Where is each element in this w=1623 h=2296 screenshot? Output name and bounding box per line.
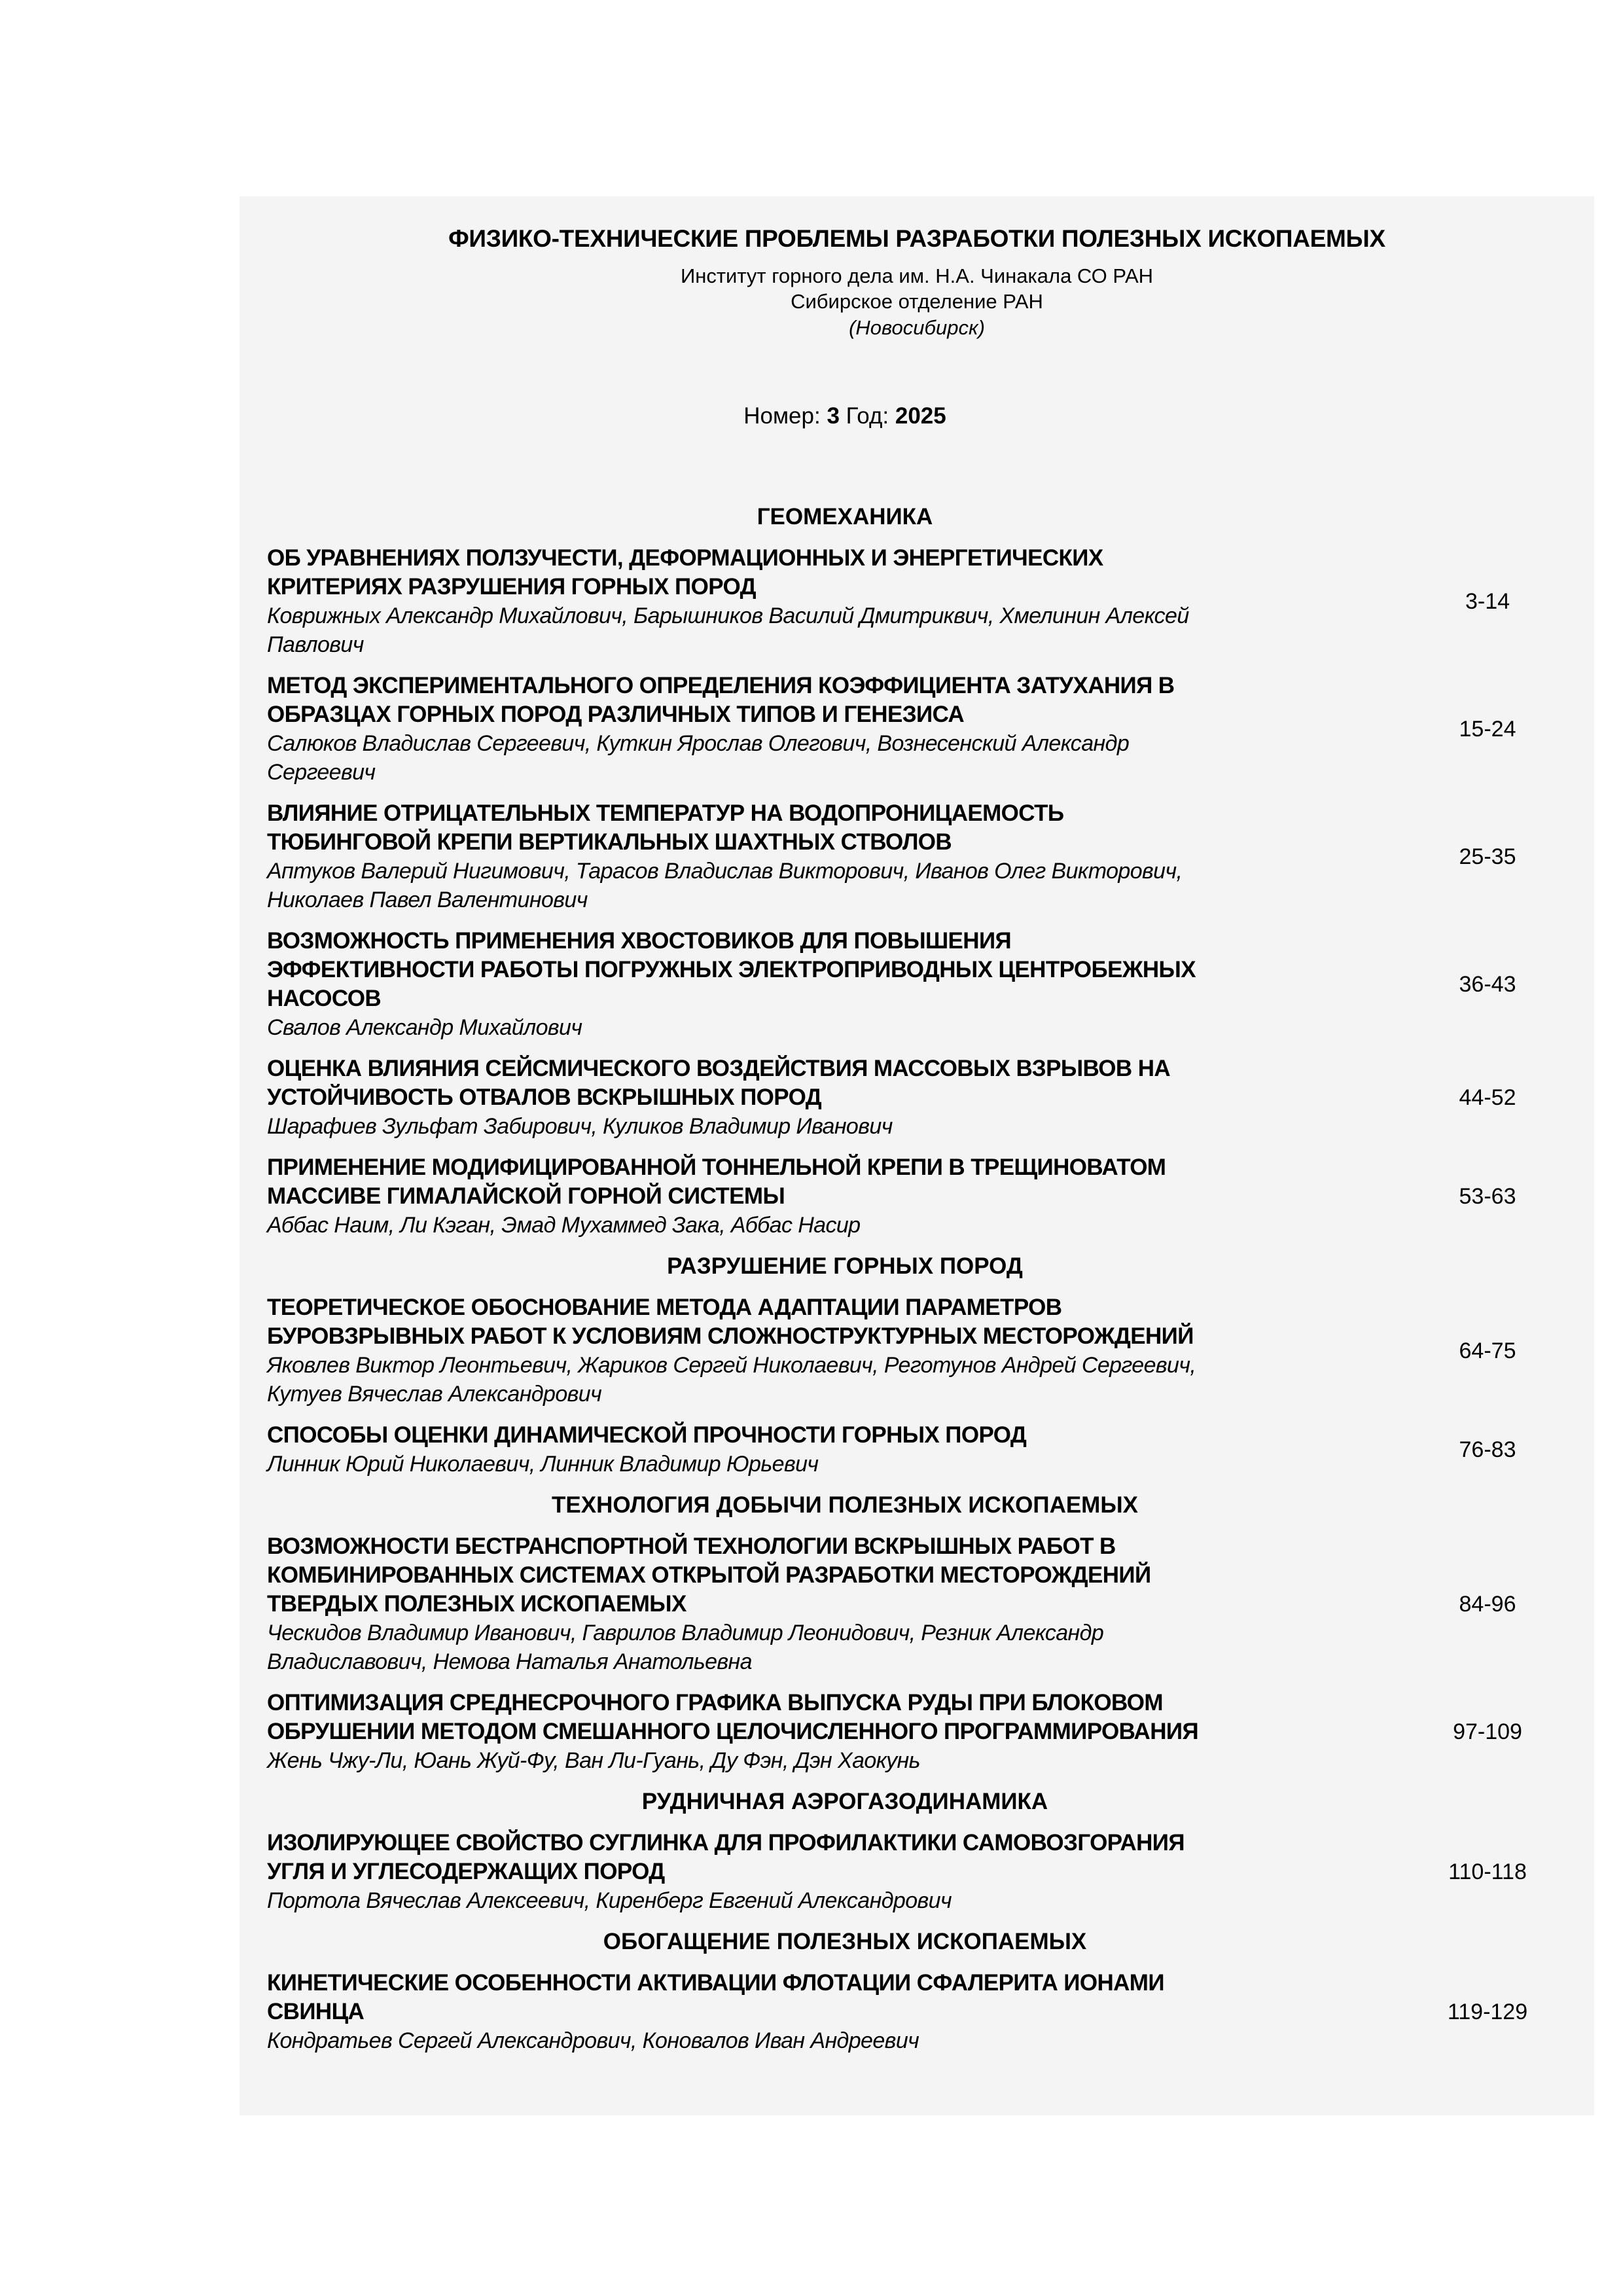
issue-number-label: Номер: bbox=[743, 403, 821, 429]
article-authors: Свалов Александр Михайлович bbox=[267, 1015, 582, 1040]
contents-panel bbox=[240, 196, 1594, 2115]
table-of-contents bbox=[267, 503, 1582, 2055]
article-entry[interactable] bbox=[267, 1829, 1582, 1915]
article-title[interactable]: УСТОЙЧИВОСТЬ ОТВАЛОВ ВСКРЫШНЫХ ПОРОД bbox=[267, 1085, 822, 1110]
article-title[interactable]: ПРИМЕНЕНИЕ МОДИФИЦИРОВАННОЙ ТОННЕЛЬНОЙ КРЕПИ В ТРЕЩИНОВАТОМ bbox=[267, 1155, 1166, 1180]
article-pages: 97-109 bbox=[1453, 1719, 1522, 1744]
article-pages: 36-43 bbox=[1459, 971, 1516, 997]
branch-name: Сибирское отделение РАН bbox=[791, 290, 1043, 313]
article-text bbox=[267, 1054, 1366, 1141]
article-title[interactable]: ОБРУШЕНИИ МЕТОДОМ СМЕШАННОГО ЦЕЛОЧИСЛЕННОГО ПРОГРАММИРОВАНИЯ bbox=[267, 1719, 1199, 1744]
article-title[interactable]: ОБРАЗЦАХ ГОРНЫХ ПОРОД РАЗЛИЧНЫХ ТИПОВ И ГЕНЕЗИСА bbox=[267, 702, 965, 727]
article-title[interactable]: МЕТОД ЭКСПЕРИМЕНТАЛЬНОГО ОПРЕДЕЛЕНИЯ КОЭФФИЦИЕНТА ЗАТУХАНИЯ В bbox=[267, 673, 1175, 698]
article-title[interactable]: ОБ УРАВНЕНИЯХ ПОЛЗУЧЕСТИ, ДЕФОРМАЦИОННЫХ И ЭНЕРГЕТИЧЕСКИХ bbox=[267, 545, 1103, 571]
article-title[interactable]: БУРОВЗРЫВНЫХ РАБОТ К УСЛОВИЯМ СЛОЖНОСТРУКТУРНЫХ МЕСТОРОЖДЕНИЙ bbox=[267, 1323, 1194, 1349]
issue-info bbox=[240, 403, 1450, 429]
article-authors: Линник Юрий Николаевич, Линник Владимир Юрьевич bbox=[267, 1452, 819, 1477]
article-pages: 110-118 bbox=[1448, 1859, 1527, 1884]
article-text bbox=[267, 1421, 1366, 1479]
journal-title: ФИЗИКО-ТЕХНИЧЕСКИЕ ПРОБЛЕМЫ РАЗРАБОТКИ ПОЛЕЗНЫХ ИСКОПАЕМЫХ bbox=[448, 225, 1385, 252]
article-pages: 15-24 bbox=[1459, 716, 1516, 742]
article-text bbox=[267, 1829, 1366, 1915]
issue-year-label: Год: bbox=[846, 403, 889, 429]
article-title[interactable]: МАССИВЕ ГИМАЛАЙСКОЙ ГОРНОЙ СИСТЕМЫ bbox=[267, 1183, 785, 1209]
article-title[interactable]: ИЗОЛИРУЮЩЕЕ СВОЙСТВО СУГЛИНКА ДЛЯ ПРОФИЛАКТИКИ САМОВОЗГОРАНИЯ bbox=[267, 1830, 1185, 1856]
city-name: (Новосибирск) bbox=[849, 316, 985, 339]
article-title[interactable]: ОЦЕНКА ВЛИЯНИЯ СЕЙСМИЧЕСКОГО ВОЗДЕЙСТВИЯ МАССОВЫХ ВЗРЫВОВ НА bbox=[267, 1056, 1171, 1081]
section-heading: ТЕХНОЛОГИЯ ДОБЫЧИ ПОЛЕЗНЫХ ИСКОПАЕМЫХ bbox=[552, 1492, 1138, 1518]
article-entry[interactable] bbox=[267, 1969, 1582, 2055]
article-authors: Аббас Наим, Ли Кэган, Эмад Мухаммед Зака, Аббас Насир bbox=[267, 1213, 861, 1238]
article-title[interactable]: ВОЗМОЖНОСТЬ ПРИМЕНЕНИЯ ХВОСТОВИКОВ ДЛЯ ПОВЫШЕНИЯ bbox=[267, 928, 1012, 954]
article-title[interactable]: УГЛЯ И УГЛЕСОДЕРЖАЩИХ ПОРОД bbox=[267, 1859, 665, 1884]
article-pages: 25-35 bbox=[1459, 844, 1516, 869]
article-text bbox=[267, 1689, 1366, 1775]
article-entry[interactable] bbox=[267, 1532, 1582, 1676]
issue-number: 3 bbox=[827, 403, 840, 429]
article-pages: 76-83 bbox=[1459, 1437, 1516, 1462]
article-authors: Николаев Павел Валентинович bbox=[267, 888, 588, 912]
article-title[interactable]: ЭФФЕКТИВНОСТИ РАБОТЫ ПОГРУЖНЫХ ЭЛЕКТРОПРИВОДНЫХ ЦЕНТРОБЕЖНЫХ bbox=[267, 957, 1196, 982]
article-entry[interactable] bbox=[267, 1689, 1582, 1775]
article-title[interactable]: СВИНЦА bbox=[267, 1999, 365, 2024]
article-pages: 53-63 bbox=[1459, 1183, 1516, 1209]
article-title[interactable]: ОПТИМИЗАЦИЯ СРЕДНЕСРОЧНОГО ГРАФИКА ВЫПУСКА РУДЫ ПРИ БЛОКОВОМ bbox=[267, 1690, 1163, 1715]
article-authors: Владиславович, Немова Наталья Анатольевна bbox=[267, 1649, 752, 1674]
article-text bbox=[267, 1969, 1366, 2055]
article-authors: Шарафиев Зульфат Забирович, Куликов Владимир Иванович bbox=[267, 1114, 893, 1139]
article-entry[interactable] bbox=[267, 799, 1582, 914]
article-pages: 44-52 bbox=[1459, 1085, 1516, 1110]
article-title[interactable]: ВОЗМОЖНОСТИ БЕСТРАНСПОРТНОЙ ТЕХНОЛОГИИ ВСКРЫШНЫХ РАБОТ В bbox=[267, 1534, 1116, 1559]
section-heading: ОБОГАЩЕНИЕ ПОЛЕЗНЫХ ИСКОПАЕМЫХ bbox=[603, 1929, 1087, 1954]
article-title[interactable]: КРИТЕРИЯХ РАЗРУШЕНИЯ ГОРНЫХ ПОРОД bbox=[267, 574, 756, 600]
article-title[interactable]: КОМБИНИРОВАННЫХ СИСТЕМАХ ОТКРЫТОЙ РАЗРАБОТКИ МЕСТОРОЖДЕНИЙ bbox=[267, 1562, 1151, 1588]
article-title[interactable]: ВЛИЯНИЕ ОТРИЦАТЕЛЬНЫХ ТЕМПЕРАТУР НА ВОДОПРОНИЦАЕМОСТЬ bbox=[267, 800, 1064, 826]
article-entry[interactable] bbox=[267, 1293, 1582, 1408]
article-text bbox=[267, 1532, 1366, 1676]
article-title[interactable]: ТЕОРЕТИЧЕСКОЕ ОБОСНОВАНИЕ МЕТОДА АДАПТАЦИИ ПАРАМЕТРОВ bbox=[267, 1295, 1062, 1320]
article-pages: 84-96 bbox=[1459, 1591, 1516, 1617]
article-text bbox=[267, 1153, 1366, 1240]
section-heading: РАЗРУШЕНИЕ ГОРНЫХ ПОРОД bbox=[667, 1253, 1023, 1279]
article-title[interactable]: НАСОСОВ bbox=[267, 986, 382, 1011]
article-pages: 119-129 bbox=[1447, 1999, 1528, 2024]
section-heading: ГЕОМЕХАНИКА bbox=[757, 504, 933, 529]
article-entry[interactable] bbox=[267, 672, 1582, 787]
institute-name: Институт горного дела им. Н.А. Чинакала СО РАН bbox=[680, 264, 1154, 287]
article-authors: Кутуев Вячеслав Александрович bbox=[267, 1382, 602, 1407]
article-authors: Салюков Владислав Сергеевич, Куткин Ярослав Олегович, Вознесенский Александр bbox=[267, 731, 1130, 756]
article-title[interactable]: ТВЕРДЫХ ПОЛЕЗНЫХ ИСКОПАЕМЫХ bbox=[267, 1591, 687, 1617]
article-entry[interactable] bbox=[267, 544, 1582, 659]
article-entry[interactable] bbox=[267, 1421, 1582, 1479]
article-pages: 64-75 bbox=[1459, 1338, 1516, 1363]
article-text bbox=[267, 1293, 1366, 1408]
issue-year: 2025 bbox=[895, 403, 946, 429]
article-title[interactable]: СПОСОБЫ ОЦЕНКИ ДИНАМИЧЕСКОЙ ПРОЧНОСТИ ГОРНЫХ ПОРОД bbox=[267, 1422, 1027, 1448]
article-authors: Ческидов Владимир Иванович, Гаврилов Владимир Леонидович, Резник Александр bbox=[267, 1621, 1104, 1645]
article-entry[interactable] bbox=[267, 927, 1582, 1042]
article-text bbox=[267, 799, 1366, 914]
article-title[interactable]: ТЮБИНГОВОЙ КРЕПИ ВЕРТИКАЛЬНЫХ ШАХТНЫХ СТВОЛОВ bbox=[267, 829, 952, 855]
section-heading: РУДНИЧНАЯ АЭРОГАЗОДИНАМИКА bbox=[641, 1789, 1048, 1814]
article-text bbox=[267, 927, 1366, 1042]
article-text bbox=[267, 672, 1366, 787]
article-entry[interactable] bbox=[267, 1153, 1582, 1240]
article-title[interactable]: КИНЕТИЧЕСКИЕ ОСОБЕННОСТИ АКТИВАЦИИ ФЛОТАЦИИ СФАЛЕРИТА ИОНАМИ bbox=[267, 1970, 1164, 1996]
article-authors: Сергеевич bbox=[267, 760, 376, 785]
article-entry[interactable] bbox=[267, 1054, 1582, 1141]
article-pages: 3-14 bbox=[1465, 588, 1510, 614]
article-authors: Яковлев Виктор Леонтьевич, Жариков Сергей Николаевич, Реготунов Андрей Сергеевич, bbox=[267, 1353, 1196, 1378]
article-text bbox=[267, 544, 1366, 659]
article-authors: Коврижных Александр Михайлович, Барышников Василий Дмитриквич, Хмелинин Алексей bbox=[267, 603, 1189, 628]
article-authors: Кондратьев Сергей Александрович, Коновалов Иван Андреевич bbox=[267, 2028, 919, 2053]
article-authors: Аптуков Валерий Нигимович, Тарасов Владислав Викторович, Иванов Олег Викторович, bbox=[267, 859, 1183, 884]
article-authors: Жень Чжу-Ли, Юань Жуй-Фу, Ван Ли-Гуань, Ду Фэн, Дэн Хаокунь bbox=[267, 1748, 920, 1773]
article-authors: Павлович bbox=[267, 632, 364, 657]
article-authors: Портола Вячеслав Алексеевич, Киренберг Евгений Александрович bbox=[267, 1888, 952, 1913]
